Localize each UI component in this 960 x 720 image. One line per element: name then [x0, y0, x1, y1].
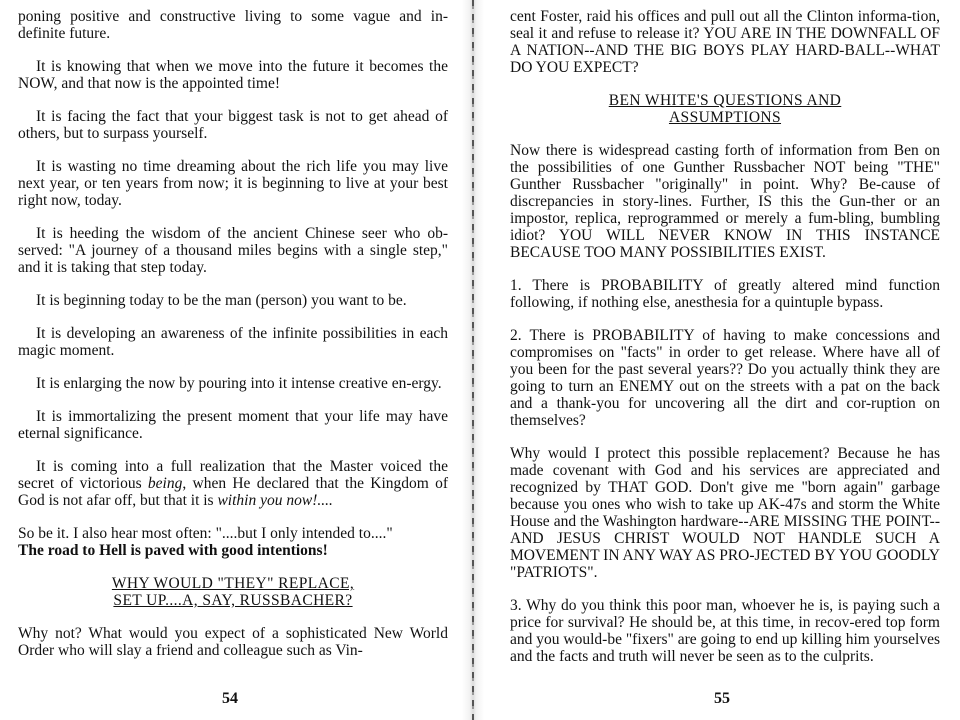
paragraph: It is wasting no time dreaming about the rich life you may live next year, or ten years from now; it is beginning to live at your best right now, today. [18, 158, 448, 209]
right-page-text [510, 8, 940, 665]
left-page [0, 0, 460, 720]
section-heading [18, 575, 448, 609]
paragraph: 1. There is PROBABILITY of greatly altered mind function following, if nothing else, anesthesia for a quintuple bypass. [510, 277, 940, 311]
paragraph: It is knowing that when we move into the future it becomes the NOW, and that now is the appointed time! [18, 58, 448, 92]
bold-text: The road to Hell is paved with good intentions! [18, 542, 328, 559]
page-number: 54 [222, 690, 238, 707]
paragraph: Why would I protect this possible replacement? Because he has made covenant with God and his services are appreciated and recognized by THAT GOD. Don't give me "born again" garbage because you ones who wish to take up AK-47s and storm the White House and the Washington hardware--ARE MISSING THE POINT--AND JESUS CHRIST WOULD NOT HANDLE SUCH A MOVEMENT IN ANY WAY AS PRO-JECTED BY YOU GOODLY "PATRIOTS". [510, 445, 940, 581]
paragraph-intentions [18, 525, 448, 559]
paragraph: It is heeding the wisdom of the ancient Chinese seer who ob-served: "A journey of a thousand miles begins with a single step," and it is taking that step today. [18, 225, 448, 276]
heading-line: BEN WHITE'S QUESTIONS AND [608, 92, 842, 109]
paragraph: Why not? What would you expect of a sophisticated New World Order who will slay a friend and colleague such as Vin- [18, 625, 448, 659]
paragraph: It is developing an awareness of the infinite possibilities in each magic moment. [18, 325, 448, 359]
right-page [484, 0, 960, 720]
paragraph: It is enlarging the now by pouring into it intense creative en-ergy. [36, 375, 442, 392]
heading-line: SET UP....A, SAY, RUSSBACHER? [113, 592, 353, 609]
paragraph: 2. There is PROBABILITY of having to make concessions and compromises on "facts" in order to get release. Where have all of you been for the past several years?? Do you actually think they are going to turn an ENEMY out on the streets with a pat on the back and a thank-you for uncovering all the dirt and cor-ruption on themselves? [510, 327, 940, 429]
book-gutter [462, 0, 484, 720]
left-page-text [18, 8, 448, 659]
paragraph-kingdom [18, 458, 448, 509]
emphasis-text: within you now!.... [217, 492, 333, 509]
paragraph-text: , when He declared that the Kingdom of God is not afar off, but that it is [18, 475, 448, 509]
paragraph: It is facing the fact that your biggest task is not to get ahead of others, but to surpass yourself. [18, 108, 448, 142]
page-number: 55 [714, 690, 730, 707]
paragraph: Now there is widespread casting forth of information from Ben on the possibilities of one Gunther Russbacher NOT being "THE" Gunther Russbacher "originally" in point. Why? Be-cause of discrepancies in story-lines. Further, IS this the Gun-ther or an impostor, replica, reprogrammed or merely a fum-bling, bumbling idiot? YOU WILL NEVER KNOW IN THIS INSTANCE BECAUSE TOO MANY POSSIBILITIES EXIST. [510, 142, 940, 261]
emphasis-text: being [147, 475, 183, 492]
paragraph: It is beginning today to be the man (person) you want to be. [36, 292, 407, 309]
paragraph: It is immortalizing the present moment that your life may have eternal significance. [18, 408, 448, 442]
gutter-line [472, 0, 474, 720]
paragraph-text: It is coming into a full realization that the Master voiced the secret of victorious [18, 458, 448, 492]
paragraph: poning positive and constructive living to some vague and in-definite future. [18, 8, 448, 42]
heading-line: ASSUMPTIONS [668, 109, 782, 126]
section-heading [510, 92, 940, 126]
paragraph-text: So be it. I also hear most often: "....but I only intended to...." [18, 525, 393, 542]
heading-line: WHY WOULD "THEY" REPLACE, [111, 575, 355, 592]
paragraph: 3. Why do you think this poor man, whoever he is, is paying such a price for survival? He should be, at this time, in recov-ered top form and you would-be "fixers" are going to end up killing him yourselves and the facts and truth will never be seen as to the culprits. [510, 597, 940, 665]
paragraph: cent Foster, raid his offices and pull out all the Clinton informa-tion, seal it and refuse to release it? YOU ARE IN THE DOWNFALL OF A NATION--AND THE BIG BOYS PLAY HARD-BALL--WHAT DO YOU EXPECT? [510, 8, 940, 76]
